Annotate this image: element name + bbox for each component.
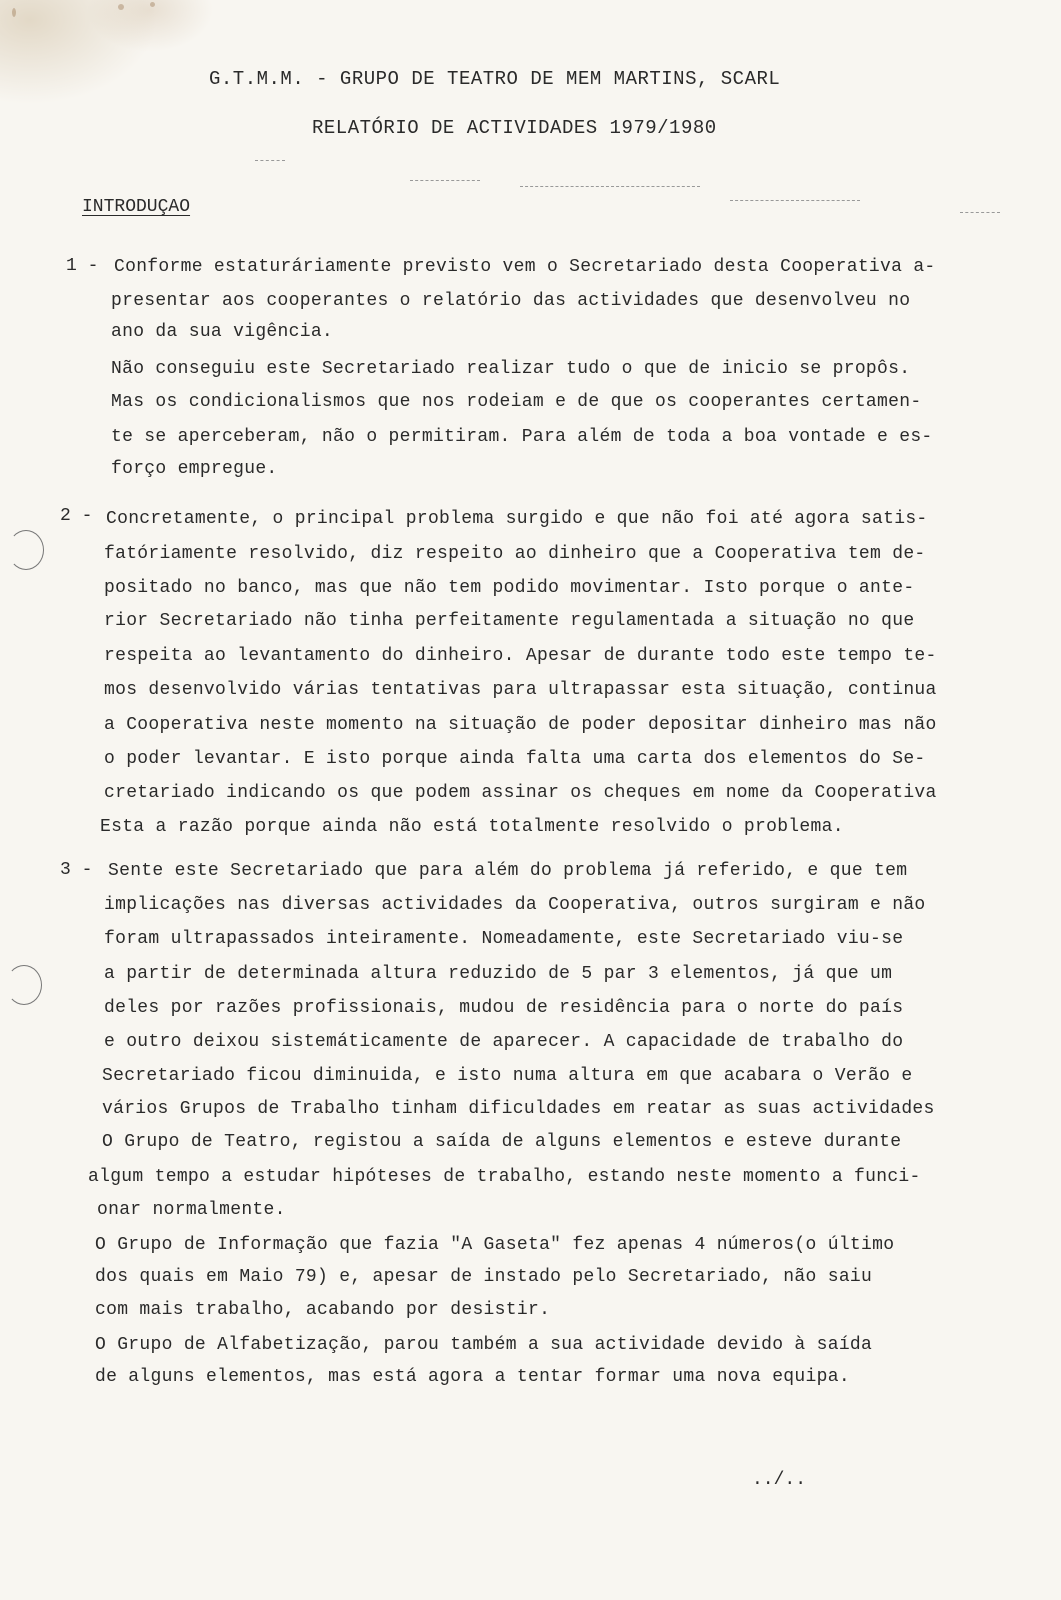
text-line: cretariado indicando os que podem assinar os cheques em nome da Cooperativa [104,783,937,803]
punch-hole [6,965,42,1005]
organization-title: G.T.M.M. - GRUPO DE TEATRO DE MEM MARTINS, SCARL [209,68,781,90]
text-line: O Grupo de Alfabetização, parou também a sua actividade devido à saída [95,1335,873,1355]
text-line: vários Grupos de Trabalho tinham dificuldades em reatar as suas actividades [102,1099,935,1119]
section-heading: INTRODUÇAO [82,197,191,217]
paragraph-number: 2 - [60,506,93,526]
continuation-mark: ../.. [752,1470,807,1490]
text-line: o poder levantar. E isto porque ainda falta uma carta dos elementos do Se- [104,749,926,769]
faint-mark [520,186,700,187]
text-line: positado no banco, mas que não tem podido movimentar. Isto porque o ante- [104,578,915,598]
text-line: forço empregue. [111,459,278,479]
punch-hole [8,530,44,570]
text-line: implicações nas diversas actividades da Cooperativa, outros surgiram e não [104,895,926,915]
text-line: Não conseguiu este Secretariado realizar tudo o que de inicio se propôs. [111,359,911,379]
ink-stain [12,8,16,17]
text-line: Concretamente, o principal problema surgido e que não foi até agora satis- [106,509,928,529]
text-line: Secretariado ficou diminuida, e isto numa altura em que acabara o Verão e [102,1066,913,1086]
text-line: te se aperceberam, não o permitiram. Para além de toda a boa vontade e es- [111,427,933,447]
text-line: presentar aos cooperantes o relatório das actividades que desenvolveu no [111,291,911,311]
text-line: algum tempo a estudar hipóteses de trabalho, estando neste momento a funci- [88,1167,921,1187]
text-line: de alguns elementos, mas está agora a tentar formar uma nova equipa. [95,1367,850,1387]
ink-stain [118,4,124,10]
text-line: Sente este Secretariado que para além do problema já referido, e que tem [108,861,908,881]
text-line: a Cooperativa neste momento na situação de poder depositar dinheiro mas não [104,715,937,735]
text-line: Mas os condicionalismos que nos rodeiam e de que os cooperantes certamen- [111,392,922,412]
text-line: Esta a razão porque ainda não está totalmente resolvido o problema. [100,817,844,837]
text-line: respeita ao levantamento do dinheiro. Apesar de durante todo este tempo te- [104,646,937,666]
text-line: foram ultrapassados inteiramente. Nomeadamente, este Secretariado viu-se [104,929,904,949]
text-line: dos quais em Maio 79) e, apesar de instado pelo Secretariado, não saiu [95,1267,873,1287]
report-title: RELATÓRIO DE ACTIVIDADES 1979/1980 [312,117,717,139]
text-line: O Grupo de Informação que fazia "A Gaseta" fez apenas 4 números(o último [95,1235,895,1255]
text-line: a partir de determinada altura reduzido de 5 par 3 elementos, já que um [104,964,893,984]
text-line: mos desenvolvido várias tentativas para ultrapassar esta situação, continua [104,680,937,700]
ink-stain [150,2,155,7]
text-line: com mais trabalho, acabando por desistir. [95,1300,551,1320]
paragraph-number: 1 - [66,256,99,276]
text-line: deles por razões profissionais, mudou de residência para o norte do país [104,998,904,1018]
text-line: fatóriamente resolvido, diz respeito ao dinheiro que a Cooperativa tem de- [104,544,926,564]
text-line: rior Secretariado não tinha perfeitamente regulamentada a situação no que [104,611,915,631]
text-line: onar normalmente. [97,1200,286,1220]
faint-mark [730,200,860,201]
text-line: O Grupo de Teatro, registou a saída de alguns elementos e esteve durante [102,1132,902,1152]
faint-mark [960,212,1000,213]
paragraph-number: 3 - [60,860,93,880]
text-line: ano da sua vigência. [111,322,334,342]
faint-mark [255,160,285,161]
text-line: Conforme estaturáriamente previsto vem o Secretariado desta Cooperativa a- [114,257,936,277]
faint-mark [410,180,480,181]
text-line: e outro deixou sistemáticamente de aparecer. A capacidade de trabalho do [104,1032,904,1052]
